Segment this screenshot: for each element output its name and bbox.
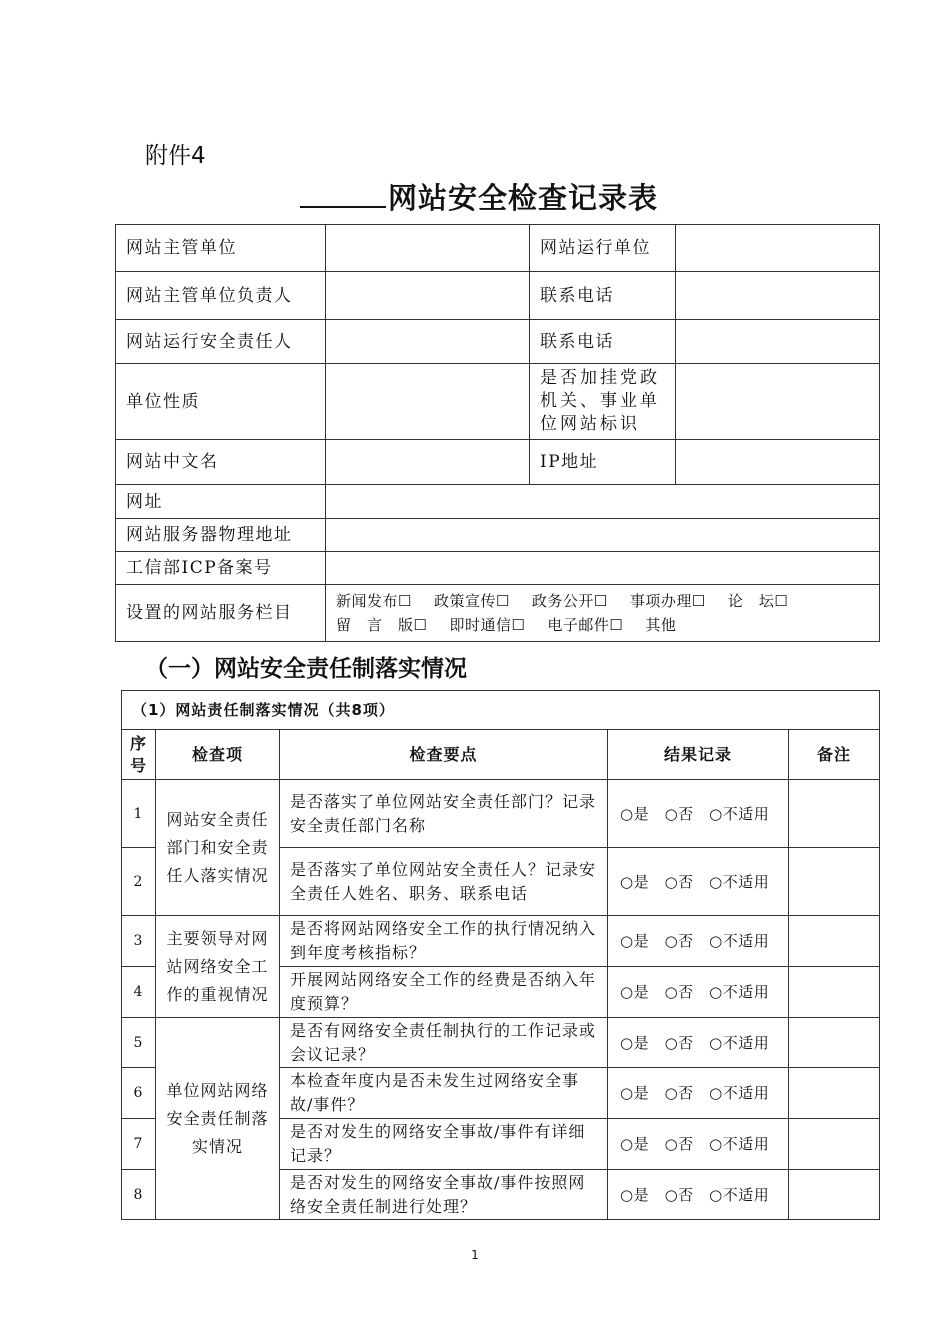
service-im-checkbox[interactable]: 即时通信☐: [449, 616, 526, 634]
header-points: 检查要点: [280, 730, 608, 780]
service-email-checkbox[interactable]: 电子邮件☐: [547, 616, 624, 634]
url-label: 网址: [116, 485, 326, 519]
supervisor-unit-label: 网站主管单位: [116, 225, 326, 272]
services-label: 设置的网站服务栏目: [116, 585, 326, 642]
table-title: （1）网站责任制落实情况（共8项）: [122, 691, 880, 730]
result-options[interactable]: ○是 ○否 ○不适用: [608, 780, 789, 848]
info-row: [116, 440, 880, 485]
header-note: 备注: [789, 730, 880, 780]
ip-label: IP地址: [530, 440, 676, 485]
supervisor-leader-label: 网站主管单位负责人: [116, 272, 326, 320]
website-info-table: [115, 224, 880, 642]
service-affairs-checkbox[interactable]: 事项办理☐: [629, 592, 706, 610]
phone-value[interactable]: [676, 320, 880, 364]
operator-unit-label: 网站运行单位: [530, 225, 676, 272]
info-row: [116, 320, 880, 364]
check-point: 是否对发生的网络安全事故/事件有详细记录？: [280, 1119, 608, 1170]
server-address-value[interactable]: [326, 519, 880, 552]
check-point: 是否落实了单位网站安全责任部门？记录安全责任部门名称: [280, 780, 608, 848]
row-number: 4: [122, 967, 156, 1018]
unit-nature-value[interactable]: [326, 364, 530, 440]
document-title: [300, 176, 658, 217]
note-cell[interactable]: [789, 1068, 880, 1119]
row-number: 5: [122, 1018, 156, 1068]
title-blank-line[interactable]: [300, 176, 386, 208]
icp-label: 工信部ICP备案号: [116, 552, 326, 585]
header-item: 检查项: [156, 730, 280, 780]
check-item: 网站安全责任部门和安全责任人落实情况: [156, 780, 280, 916]
result-options[interactable]: ○是 ○否 ○不适用: [608, 1170, 789, 1220]
row-number: 2: [122, 848, 156, 916]
check-item: 主要领导对网站网络安全工作的重视情况: [156, 916, 280, 1018]
note-cell[interactable]: [789, 1119, 880, 1170]
result-options[interactable]: ○是 ○否 ○不适用: [608, 916, 789, 967]
service-policy-checkbox[interactable]: 政策宣传☐: [433, 592, 510, 610]
result-options[interactable]: ○是 ○否 ○不适用: [608, 848, 789, 916]
icp-value[interactable]: [326, 552, 880, 585]
info-row: [116, 364, 880, 440]
ip-value[interactable]: [676, 440, 880, 485]
table-row: [122, 1018, 880, 1068]
chinese-name-label: 网站中文名: [116, 440, 326, 485]
gov-mark-label: 是否加挂党政机关、事业单位网站标识: [530, 364, 676, 440]
result-options[interactable]: ○是 ○否 ○不适用: [608, 1068, 789, 1119]
server-address-label: 网站服务器物理地址: [116, 519, 326, 552]
result-options[interactable]: ○是 ○否 ○不适用: [608, 967, 789, 1018]
table-row: [122, 916, 880, 967]
header-result: 结果记录: [608, 730, 789, 780]
check-point: 是否将网站网络安全工作的执行情况纳入到年度考核指标？: [280, 916, 608, 967]
section-title: （一）网站安全责任制落实情况: [145, 655, 467, 682]
gov-mark-value[interactable]: [676, 364, 880, 440]
check-point: 开展网站网络安全工作的经费是否纳入年度预算？: [280, 967, 608, 1018]
row-number: 6: [122, 1068, 156, 1119]
phone-label: 联系电话: [530, 272, 676, 320]
note-cell[interactable]: [789, 780, 880, 848]
result-options[interactable]: ○是 ○否 ○不适用: [608, 1018, 789, 1068]
note-cell[interactable]: [789, 967, 880, 1018]
service-message-board-checkbox[interactable]: 留 言 版☐: [336, 616, 428, 634]
service-public-checkbox[interactable]: 政务公开☐: [531, 592, 608, 610]
note-cell[interactable]: [789, 848, 880, 916]
info-row: [116, 272, 880, 320]
table-row: [122, 780, 880, 848]
operator-unit-value[interactable]: [676, 225, 880, 272]
responsibility-check-table: [121, 690, 880, 1220]
note-cell[interactable]: [789, 916, 880, 967]
service-news-checkbox[interactable]: 新闻发布☐: [336, 592, 412, 610]
title-text: 网站安全检查记录表: [388, 181, 659, 215]
header-row: [122, 730, 880, 780]
chinese-name-value[interactable]: [326, 440, 530, 485]
check-item: 单位网站网络安全责任制落实情况: [156, 1018, 280, 1220]
info-row: [116, 585, 880, 642]
note-cell[interactable]: [789, 1018, 880, 1068]
row-number: 7: [122, 1119, 156, 1170]
service-other-option[interactable]: 其他: [645, 616, 677, 634]
security-officer-value[interactable]: [326, 320, 530, 364]
supervisor-unit-value[interactable]: [326, 225, 530, 272]
info-row: [116, 519, 880, 552]
check-point: 是否对发生的网络安全事故/事件按照网络安全责任制进行处理？: [280, 1170, 608, 1220]
supervisor-leader-value[interactable]: [326, 272, 530, 320]
phone-value[interactable]: [676, 272, 880, 320]
service-forum-checkbox[interactable]: 论 坛☐: [727, 592, 789, 610]
header-no: 序号: [122, 730, 156, 780]
info-row: [116, 552, 880, 585]
check-point: 是否落实了单位网站安全责任人？记录安全责任人姓名、职务、联系电话: [280, 848, 608, 916]
info-row: [116, 225, 880, 272]
row-number: 1: [122, 780, 156, 848]
attachment-label: 附件4: [145, 143, 206, 169]
security-officer-label: 网站运行安全责任人: [116, 320, 326, 364]
url-value[interactable]: [326, 485, 880, 519]
unit-nature-label: 单位性质: [116, 364, 326, 440]
row-number: 3: [122, 916, 156, 967]
result-options[interactable]: ○是 ○否 ○不适用: [608, 1119, 789, 1170]
phone-label: 联系电话: [530, 320, 676, 364]
info-row: [116, 485, 880, 519]
note-cell[interactable]: [789, 1170, 880, 1220]
row-number: 8: [122, 1170, 156, 1220]
services-options: [326, 585, 880, 642]
check-point: 本检查年度内是否未发生过网络安全事故/事件？: [280, 1068, 608, 1119]
check-point: 是否有网络安全责任制执行的工作记录或会议记录？: [280, 1018, 608, 1068]
table-title-row: [122, 691, 880, 730]
page-number: 1: [471, 1248, 479, 1262]
